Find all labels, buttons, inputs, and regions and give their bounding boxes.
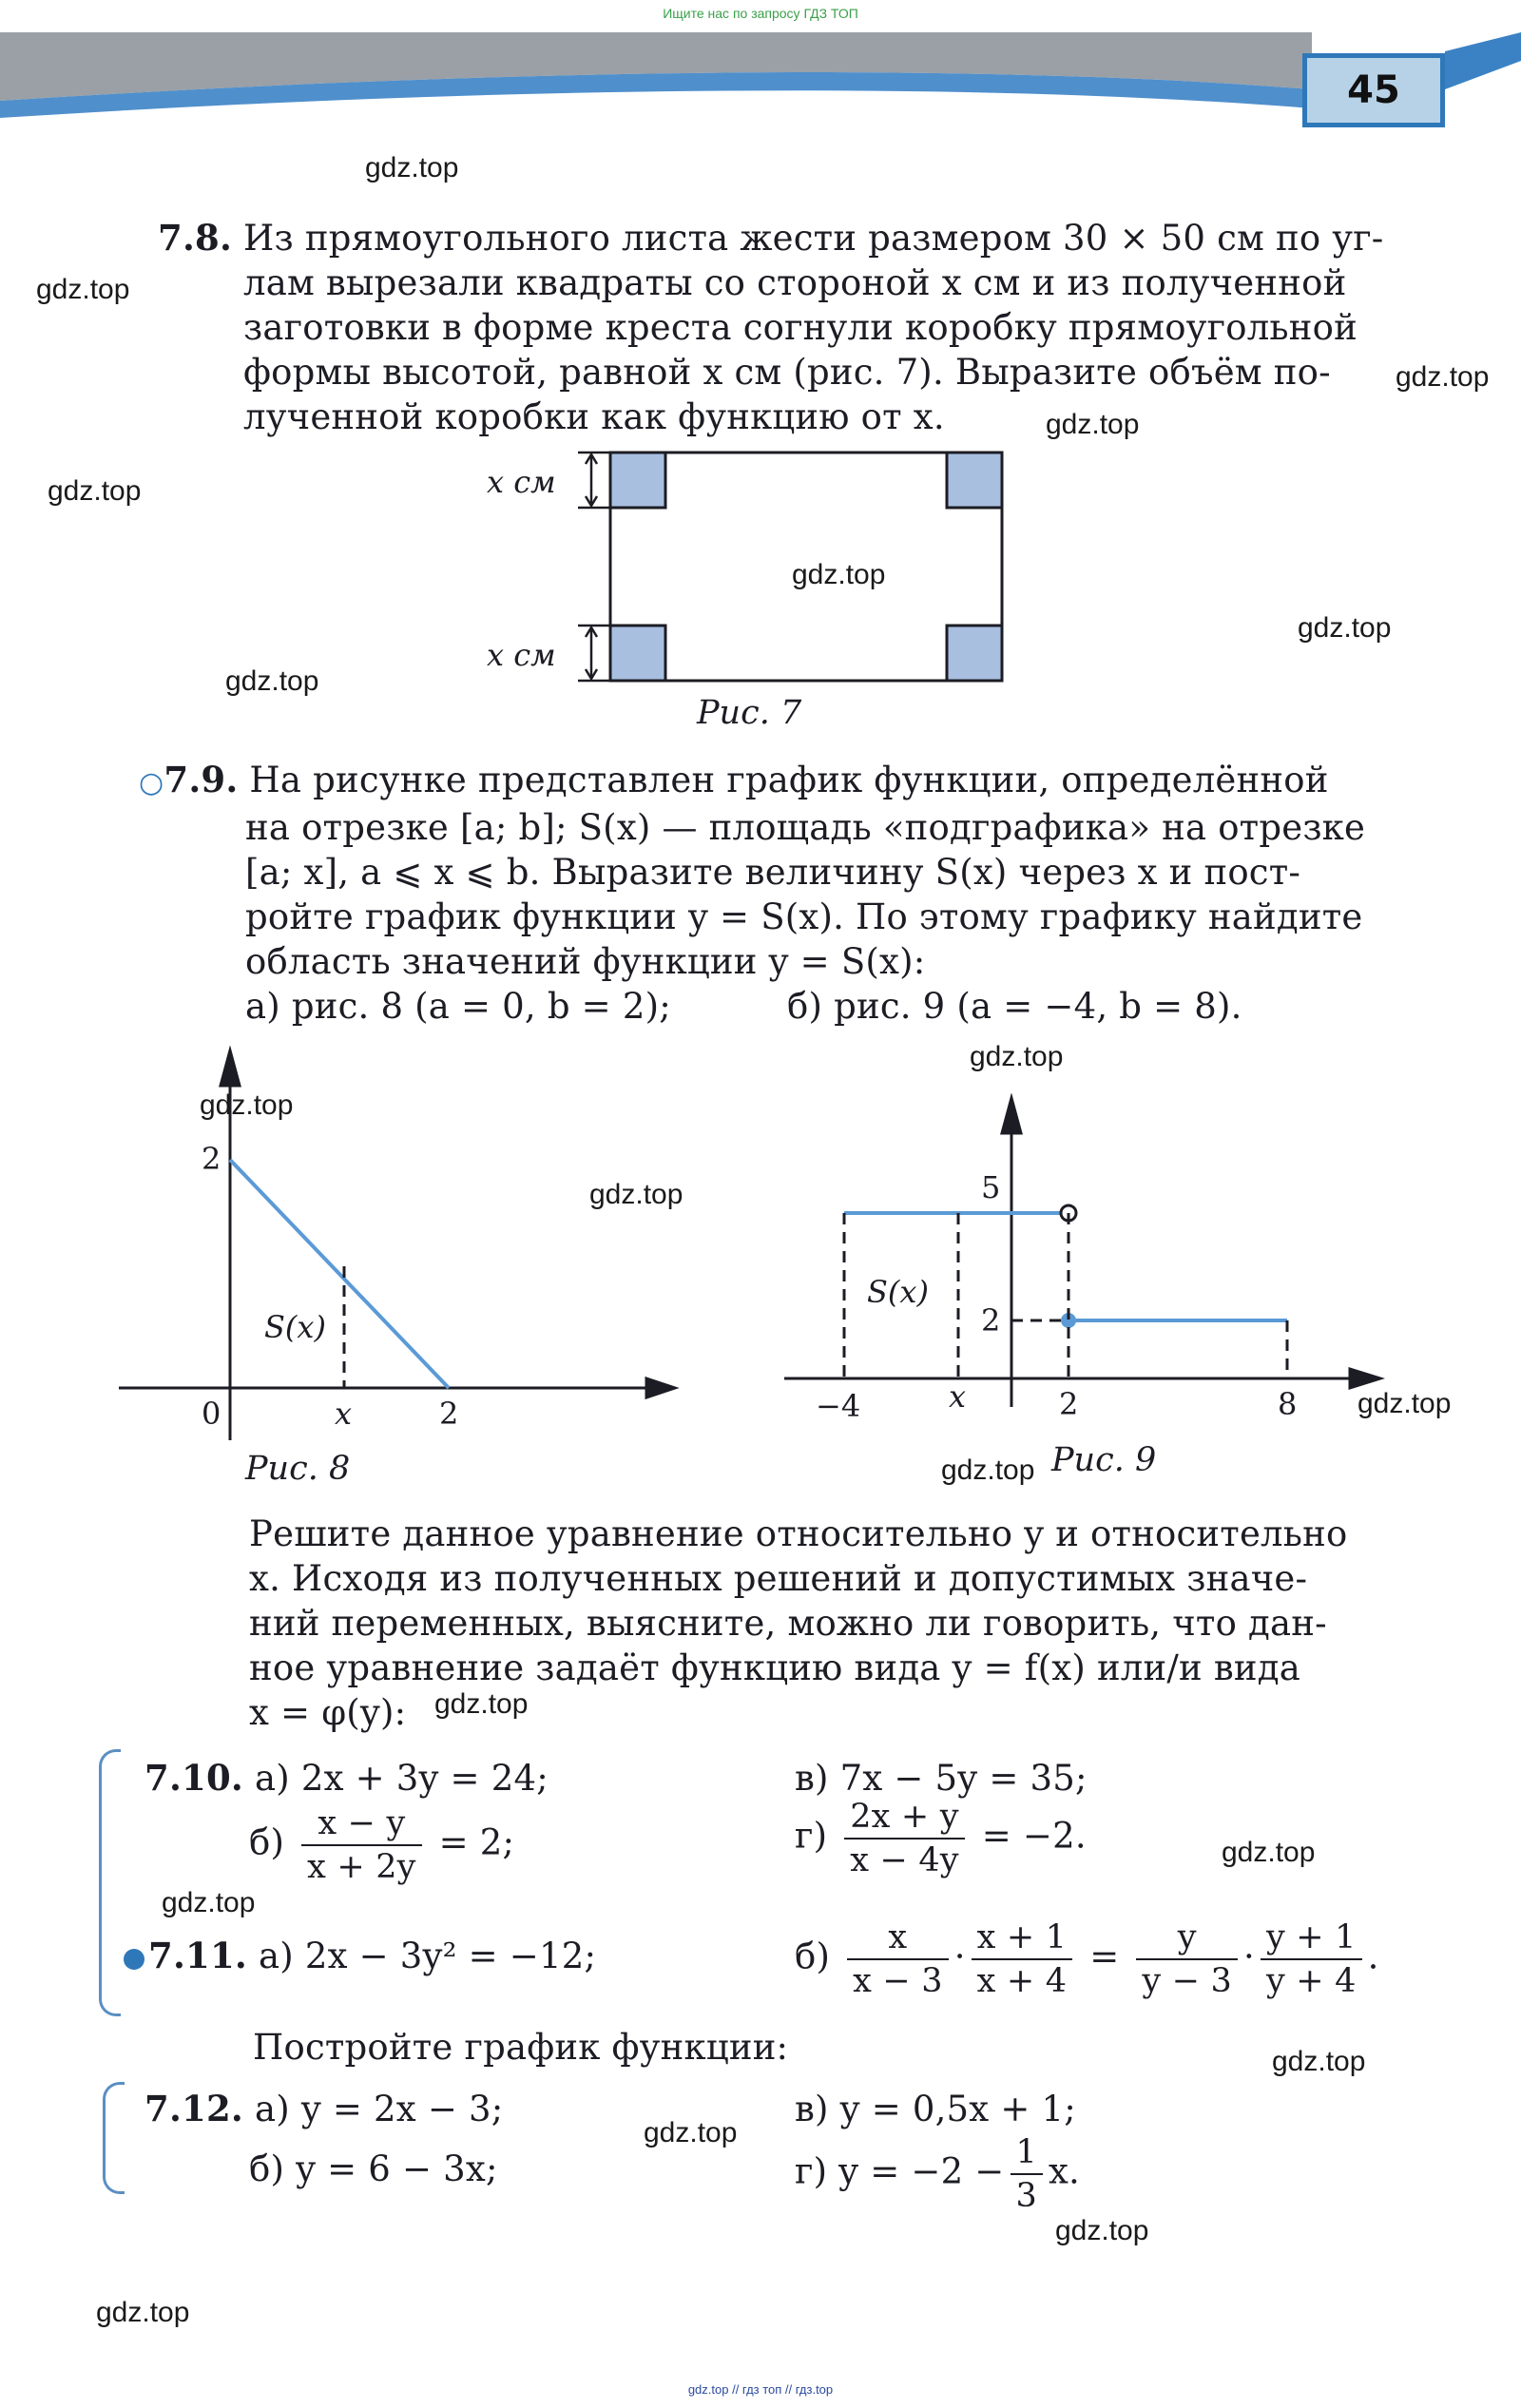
group-bracket — [99, 1749, 121, 2016]
problem-7-10-v: в) 7x − 5y = 35; — [795, 1758, 1088, 1799]
fraction — [1136, 1918, 1238, 2000]
x-axis — [119, 1378, 675, 1397]
y-axis — [221, 1050, 240, 1440]
equation-rhs: = −2. — [981, 1815, 1087, 1857]
text-line: лам вырезали квадраты со стороной x см и из полученной — [243, 262, 1347, 303]
corner-square — [947, 453, 1002, 508]
figure-9 — [780, 1093, 1388, 1435]
watermark: gdz.top — [1298, 612, 1392, 644]
text-line: Решите данное уравнение относительно y и относительно — [249, 1513, 1348, 1554]
figure-7 — [475, 447, 1027, 694]
watermark: gdz.top — [434, 1688, 529, 1720]
watermark: gdz.top — [644, 2117, 738, 2148]
watermark: gdz.top — [200, 1089, 294, 1121]
dimension-top — [578, 453, 610, 508]
problem-number: 7.10. — [144, 1757, 243, 1799]
watermark: gdz.top — [970, 1041, 1064, 1072]
denominator: y − 3 — [1142, 1962, 1233, 2000]
option-label: б) — [249, 1821, 285, 1863]
tick-label: 5 — [981, 1169, 1001, 1205]
dimension-label-top: x см — [487, 464, 556, 500]
problem-7-10-b — [249, 1804, 514, 1886]
numerator: 1 — [1011, 2133, 1043, 2175]
area-label: S(x) — [264, 1309, 326, 1345]
tick-label: x — [335, 1396, 353, 1432]
problem-7-12-v: в) y = 0,5x + 1; — [795, 2089, 1076, 2129]
multiply-sign: · — [1243, 1936, 1255, 1977]
problem-7-10-a — [144, 1756, 549, 1801]
text-line: ное уравнение задаёт функцию вида y = f(x) или/и вида — [249, 1647, 1300, 1688]
text-line: Из прямоугольного листа жести размером 30 × 50 см по уг- — [243, 218, 1384, 259]
equation-left: г) y = −2 − — [795, 2150, 1005, 2192]
equation: а) 2x − 3y² = −12; — [258, 1936, 597, 1976]
equals-sign: = — [1089, 1936, 1120, 1977]
tick-label: 2 — [981, 1302, 1001, 1339]
problem-7-12-g — [795, 2133, 1080, 2215]
text-line: формы высотой, равной x см (рис. 7). Выразите объём по- — [243, 352, 1331, 393]
equation-rhs: = 2; — [438, 1821, 515, 1863]
option-label: г) — [795, 1815, 828, 1857]
watermark: gdz.top — [36, 274, 130, 305]
group-bracket — [103, 2082, 125, 2194]
bullet-dot-icon — [124, 1949, 144, 1970]
graph-line — [230, 1160, 449, 1388]
problem-number: 7.11. — [148, 1935, 247, 1976]
denominator: x + 4 — [976, 1962, 1068, 2000]
text-line: x = φ(y): — [249, 1692, 407, 1733]
text-line: ройте график функции y = S(x). По этому графику найдите — [245, 896, 1363, 937]
header-band — [0, 32, 1521, 127]
text-line: на отрезке [a; b]; S(x) — площадь «подграфика» на отрезке — [245, 807, 1366, 848]
tick-label: 8 — [1278, 1386, 1298, 1422]
header-band-right — [1445, 32, 1521, 89]
watermark: gdz.top — [941, 1454, 1035, 1486]
denominator: y + 4 — [1265, 1962, 1357, 2000]
y-axis — [1002, 1098, 1021, 1407]
tick-label: 2 — [202, 1141, 221, 1177]
watermark: gdz.top — [48, 475, 142, 507]
denominator: x − 4y — [850, 1841, 959, 1879]
tick-label: 2 — [1059, 1386, 1079, 1422]
watermark: gdz.top — [96, 2297, 190, 2328]
intro-text — [249, 1512, 1347, 1735]
fraction — [972, 1918, 1073, 2000]
dimension-bottom — [578, 626, 610, 681]
multiply-sign: · — [953, 1936, 966, 1977]
watermark: gdz.top — [225, 665, 319, 697]
tick-label: 2 — [439, 1396, 459, 1432]
watermark: gdz.top — [792, 559, 886, 590]
numerator: x + 1 — [972, 1918, 1073, 1960]
text-line: x. Исходя из полученных решений и допустимых значе- — [249, 1558, 1308, 1599]
problem-7-12-b: б) y = 6 − 3x; — [249, 2148, 498, 2189]
watermark: gdz.top — [162, 1887, 256, 1918]
fraction — [844, 1798, 965, 1879]
option-a: а) рис. 8 (a = 0, b = 2); — [245, 986, 671, 1027]
watermark: gdz.top — [1272, 2046, 1366, 2077]
problem-number: 7.8. — [158, 217, 233, 259]
option-b: б) рис. 9 (a = −4, b = 8). — [787, 986, 1242, 1027]
fraction — [1261, 1918, 1362, 2000]
tick-label: x — [949, 1378, 967, 1415]
numerator: x — [847, 1918, 949, 1960]
watermark: gdz.top — [365, 152, 459, 183]
fraction — [301, 1804, 422, 1886]
figure-8-caption: Рис. 8 — [245, 1450, 351, 1488]
top-note: Ищите нас по запросу ГДЗ ТОП — [663, 6, 858, 21]
watermark: gdz.top — [1222, 1837, 1316, 1868]
text-line: ний переменных, выясните, можно ли говорить, что дан- — [249, 1603, 1327, 1644]
numerator: 2x + y — [844, 1798, 965, 1840]
dimension-label-bottom: x см — [487, 637, 556, 673]
fraction — [1011, 2133, 1043, 2215]
problem-7-11-a — [124, 1934, 596, 1978]
text-line: На рисунке представлен график функции, определённой — [249, 760, 1329, 800]
figure-8 — [114, 1046, 684, 1464]
period: . — [1367, 1936, 1379, 1977]
text-line: область значений функции y = S(x): — [245, 941, 926, 982]
denominator: x + 2y — [307, 1848, 416, 1886]
corner-square — [610, 453, 665, 508]
equation: а) y = 2x − 3; — [254, 2089, 504, 2129]
figure-9-caption: Рис. 9 — [1051, 1441, 1157, 1479]
problem-7-11-b — [795, 1918, 1379, 2000]
tick-label: −4 — [816, 1388, 861, 1424]
problem-7-8 — [158, 216, 1384, 439]
section-title: Постройте график функции: — [253, 2027, 789, 2068]
text-line: лученной коробки как функцию от x. — [243, 396, 945, 437]
denominator: 3 — [1015, 2177, 1037, 2215]
corner-square — [947, 626, 1002, 681]
text-line: заготовки в форме креста согнули коробку прямоугольной — [243, 307, 1357, 348]
option-label: б) — [795, 1936, 831, 1977]
tick-label: 0 — [202, 1396, 221, 1432]
numerator: y — [1136, 1918, 1238, 1960]
corner-square — [610, 626, 665, 681]
bottom-note: gdz.top // гдз топ // гдз.top — [687, 2382, 834, 2397]
watermark: gdz.top — [1046, 409, 1140, 440]
numerator: x − y — [301, 1804, 422, 1846]
figure-7-caption: Рис. 7 — [697, 694, 802, 732]
problem-number: 7.12. — [144, 2088, 243, 2129]
watermark: gdz.top — [1055, 2215, 1149, 2246]
ring-marker-icon: ○ — [139, 766, 164, 799]
page-number: 45 — [1302, 53, 1445, 127]
problem-7-9 — [139, 758, 1365, 984]
problem-number: 7.9. — [164, 759, 239, 800]
problem-7-10-g — [795, 1798, 1087, 1879]
watermark: gdz.top — [589, 1179, 683, 1210]
equation: а) 2x + 3y = 24; — [254, 1758, 549, 1799]
area-label: S(x) — [867, 1274, 929, 1310]
watermark: gdz.top — [1357, 1388, 1452, 1419]
numerator: y + 1 — [1261, 1918, 1362, 1960]
text-line: [a; x], a ⩽ x ⩽ b. Выразите величину S(x) через x и пост- — [245, 852, 1301, 893]
problem-7-12-a — [144, 2087, 503, 2131]
denominator: x − 3 — [853, 1962, 943, 2000]
watermark: gdz.top — [1396, 361, 1490, 393]
equation-right: x. — [1048, 2150, 1081, 2192]
fraction — [847, 1918, 949, 2000]
x-axis — [784, 1369, 1380, 1388]
sheet-outline — [610, 453, 1002, 681]
